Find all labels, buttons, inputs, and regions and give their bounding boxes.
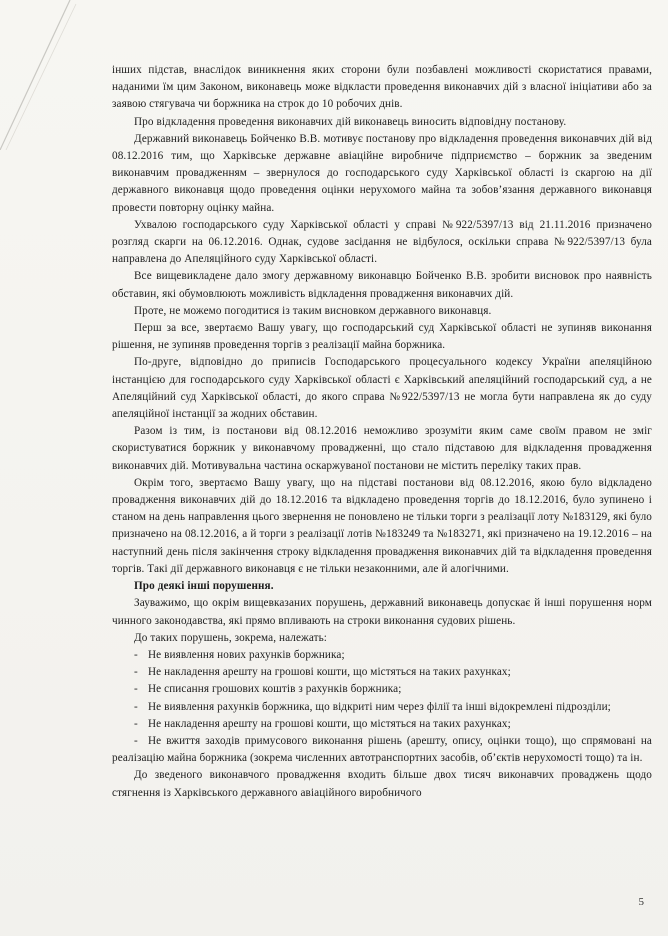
section-heading: Про деякі інші порушення. bbox=[134, 580, 274, 593]
paragraph: До зведеного виконавчого провадження входить більше двох тисяч виконавчих проваджень щодо стягнення із Харківського державного авіаційного виробничого bbox=[112, 769, 652, 799]
paragraph: Все вищевикладене дало змогу державному виконавцю Бойченко В.В. зробити висновок про наявність обставин, які обумовлюють можливість відкладення провадження виконавчих дій. bbox=[112, 270, 652, 300]
list-item: - Не виявлення нових рахунків боржника; bbox=[134, 648, 345, 661]
binding-shadow-mark bbox=[0, 0, 110, 150]
paragraph: інших підстав, внаслідок виникнення яких сторони були позбавлені можливості скористатися правами, наданими їм цим Законом, виконавець може відкласти проведення виконавчих дій з власної ініціативи або за заявою стягувача чи боржника на строк до 10 робочих днів. bbox=[112, 64, 652, 111]
list-item: - Не виявлення рахунків боржника, що відкриті ним через філії та інші відокремлені підрозділи; bbox=[134, 700, 611, 713]
paragraph: Державний виконавець Бойченко В.В. мотивує постанову про відкладення проведення виконавчих дій від 08.12.2016 тим, що Харківське державне авіаційне виробниче підприємство – боржник за зведеним виконавчим провадженням – звернулося до господарського суду Харківської області із скаргою на дії державного виконавця щодо проведення оцінки нерухомого майна та зобов’язання державного виконавця провести повторну оцінку майна. bbox=[112, 132, 652, 214]
paragraph: Перш за все, звертаємо Вашу увагу, що господарський суд Харківської області не зупиняв виконання рішення, не зупиняв проведення торгів з реалізації майна боржника. bbox=[112, 322, 652, 352]
list-item: - Не вжиття заходів примусового виконання рішень (арешту, опису, оцінки тощо), що спрямовані на реалізацію майна боржника (зокрема численних автотранспортних засобів, об’єктів нерухомості тощо) та ін. bbox=[112, 734, 652, 765]
document-body bbox=[112, 62, 652, 802]
paragraph: Проте, не можемо погодитися із таким висновком державного виконавця. bbox=[134, 304, 492, 317]
list-item: - Не накладення арешту на грошові кошти, що містяться на таких рахунках; bbox=[134, 717, 511, 730]
paragraph: Ухвалою господарського суду Харківської області у справі №922/5397/13 від 21.11.2016 призначено розгляд скарги на 06.12.2016. Однак, судове засідання не відбулося, оскільки справа №922/5397/13 була направлена до Апеляційного суду Харківської області. bbox=[112, 218, 652, 266]
list-item: - Не списання грошових коштів з рахунків боржника; bbox=[134, 683, 402, 696]
violations-list bbox=[112, 647, 652, 767]
paragraph: Разом із тим, із постанови від 08.12.2016 неможливо зрозуміти яким саме своїм правом не зміг скористуватися боржник у виконавчому провадженні, що стало підставою для відкладення провадження виконавчих дій. Мотивувальна частина оскаржуваної постанови не містить переліку таких прав. bbox=[112, 425, 652, 472]
paragraph: По-друге, відповідно до приписів Господарського процесуального кодексу України апеляційною інстанцією для господарського суду Харківської області є Харківський апеляційний господарський суд, а не Апеляційний суд Харківської області, до якого справа №922/5397/13 не могла бути направлена як до суду апеляційної інстанції за жодних обставин. bbox=[112, 356, 652, 421]
page-number: 5 bbox=[638, 896, 644, 908]
paragraph: До таких порушень, зокрема, належать: bbox=[134, 631, 328, 644]
paragraph: Про відкладення проведення виконавчих дій виконавець виносить відповідну постанову. bbox=[134, 115, 567, 128]
paragraph: Зауважимо, що окрім вищевказаних порушень, державний виконавець допускає й інші порушення норм чинного законодавства, які прямо впливають на строки виконання судових рішень. bbox=[112, 597, 652, 627]
paragraph: Окрім того, звертаємо Вашу увагу, що на підставі постанови від 08.12.2016, якою було відкладено провадження виконавчих дій до 18.12.2016 та відкладено проведення торгів до 18.12.2016, було зупинено і станом на день направлення цього звернення не поновлено не тільки торги з реалізації лоту №183129, які було призначено на 08.12.2016, а й торги з реалізації лотів №183249 та №183271, які призначено на 19.12.2016 – на наступний день після закінчення строку відкладення провадження виконавчих дій та відкладення проведення торгів. Такі дії державного виконавця є не тільки незаконними, але й алогічними. bbox=[112, 476, 652, 575]
list-item: - Не накладення арешту на грошові кошти, що містяться на таких рахунках; bbox=[134, 666, 511, 679]
